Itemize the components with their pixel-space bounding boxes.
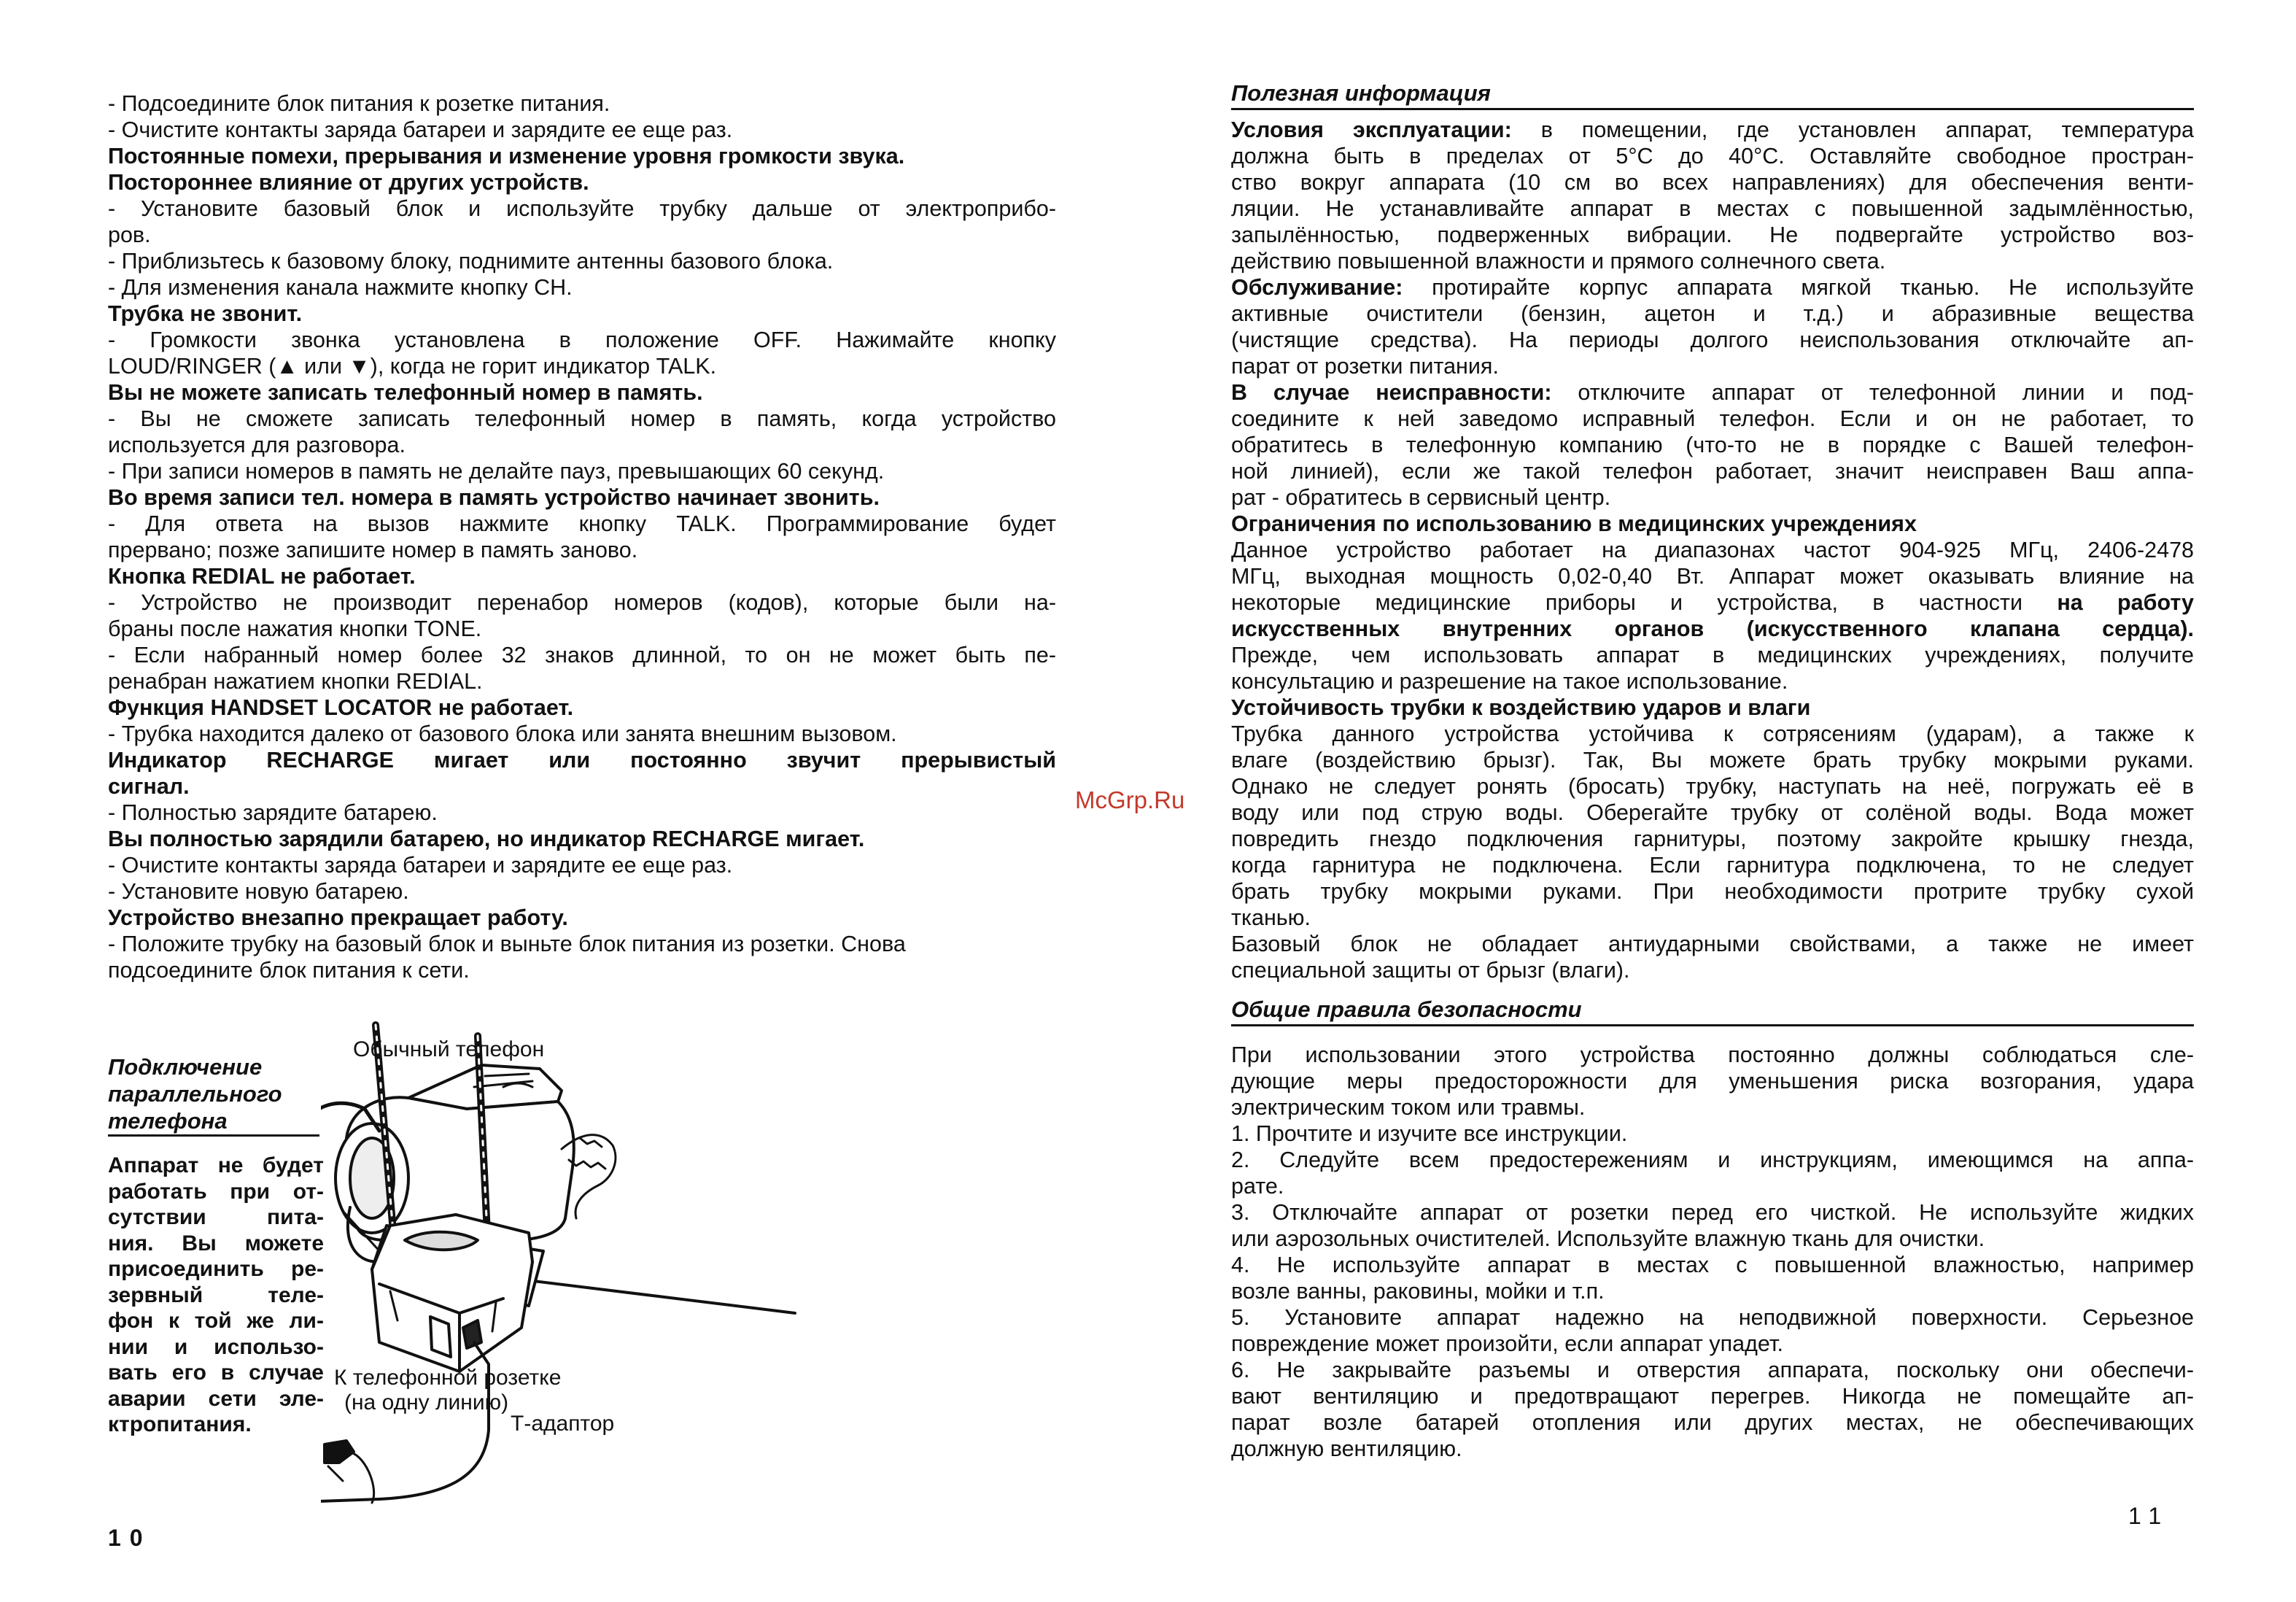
- parallel-text-line: фон к той же ли-: [108, 1309, 324, 1333]
- remedy-line: - Устройство не производит перенабор номеров (кодов), которые были на-: [108, 590, 1056, 615]
- safety-line: 1. Прочтите и изучите все инструкции.: [1231, 1121, 1628, 1146]
- issue-heading: Устройство внезапно прекращает работу.: [108, 905, 568, 930]
- safety-line: 4. Не используйте аппарат в местах с повышенной влажностью, например: [1231, 1253, 2194, 1277]
- info-line: [1231, 694, 2194, 721]
- info-line: [1231, 406, 2194, 432]
- safety-line: дующие меры предосторожности для уменьшения риска возгорания, удара: [1231, 1069, 2194, 1094]
- safety-line: 5. Установите аппарат надежно на неподвижной поверхности. Серьезное: [1231, 1305, 2194, 1330]
- info-line: [1231, 274, 2194, 301]
- info-line: [1231, 196, 2194, 222]
- issue-heading: Вы не можете записать телефонный номер в память.: [108, 380, 703, 405]
- info-text-run: брать трубку мокрыми руками. При необходимости протрите трубку сухой: [1231, 879, 2194, 904]
- info-line: [1231, 931, 2194, 957]
- info-line: [1231, 169, 2194, 196]
- info-text-run: рат - обратитесь в сервисный центр.: [1231, 485, 1611, 510]
- remedy-line: - Подсоедините блок питания к розетке питания.: [108, 91, 610, 116]
- safety-line: или аэрозольных очистителей. Используйте влажную ткань для очистки.: [1231, 1226, 1985, 1251]
- info-text-run: запылённостью, подверженных вибрации. Не подвергайте устройство воз-: [1231, 222, 2194, 247]
- t-adaptor-drawing: [321, 1430, 374, 1503]
- issue-heading: Во время записи тел. номера в память устройство начинает звонить.: [108, 485, 880, 510]
- page-number-right: 11: [2128, 1503, 2171, 1529]
- info-line: [1231, 353, 2194, 379]
- safety-text: [1231, 1042, 2194, 1462]
- parallel-phone-diagram: [321, 1021, 1079, 1536]
- remedy-line: - Громкости звонка установлена в положение OFF. Нажимайте кнопку: [108, 328, 1056, 352]
- info-text-run: Данное устройство работает на диапазонах частот 904-925 МГц, 2406-2478: [1231, 538, 2194, 562]
- info-text-run: влаге (воздействию брызг). Так, Вы можете брать трубку мокрыми руками.: [1231, 748, 2194, 773]
- info-text-run: отключите аппарат от телефонной линии и под-: [1551, 380, 2194, 405]
- info-text-run: в помещении, где установлен аппарат, температура: [1511, 117, 2194, 142]
- safety-line: При использовании этого устройства постоянно должны соблюдаться сле-: [1231, 1042, 2194, 1067]
- parallel-title-line: параллельного: [108, 1081, 282, 1107]
- safety-line: 3. Отключайте аппарат от розетки перед его чисткой. Не используйте жидких: [1231, 1200, 2194, 1225]
- info-line: [1231, 143, 2194, 169]
- info-text-run: когда гарнитура не подключена. Если гарнитура подключена, то не следует: [1231, 853, 2194, 878]
- info-text-run: ство вокруг аппарата (10 см во всех направлениях) для обеспечения венти-: [1231, 170, 2194, 195]
- safety-line: возле ванны, раковины, мойки и т.п.: [1231, 1279, 1605, 1304]
- info-line: [1231, 589, 2194, 616]
- remedy-line: - Установите базовый блок и используйте трубку дальше от электроприбо-: [108, 196, 1056, 221]
- remedy-line: ренабран нажатием кнопки REDIAL.: [108, 669, 483, 694]
- info-text-run: ляции. Не устанавливайте аппарат в местах с повышенной задымлённостью,: [1231, 196, 2194, 221]
- issue-heading: Постороннее влияние от других устройств.: [108, 170, 589, 195]
- issue-heading: сигнал.: [108, 774, 190, 799]
- info-bold-run: на работу: [2057, 590, 2194, 615]
- remedy-line: подсоедините блок питания к сети.: [108, 958, 470, 983]
- info-text-run: Прежде, чем использовать аппарат в медицинских учреждениях, получите: [1231, 643, 2194, 668]
- info-text-run: ной линией), если же такой телефон работает, значит неисправен Ваш аппа-: [1231, 459, 2194, 484]
- info-line: [1231, 458, 2194, 484]
- info-text-run: активные очистители (бензин, ацетон и т.д.) и абразивные вещества: [1231, 301, 2194, 326]
- issue-heading: Функция HANDSET LOCATOR не работает.: [108, 695, 574, 720]
- parallel-text-line: работать при от-: [108, 1179, 324, 1204]
- troubleshooting-text: [108, 90, 1056, 983]
- info-line: [1231, 668, 2194, 694]
- info-line: [1231, 773, 2194, 800]
- info-text-run: тканью.: [1231, 905, 1311, 930]
- issue-heading: Вы полностью зарядили батарею, но индикатор RECHARGE мигает.: [108, 827, 865, 851]
- info-line: [1231, 327, 2194, 353]
- useful-info-text: [1231, 117, 2194, 983]
- info-line: [1231, 222, 2194, 248]
- info-line: [1231, 511, 2194, 537]
- safety-header: Общие правила безопасности: [1231, 997, 2194, 1026]
- info-bold-run: В случае неисправности:: [1231, 380, 1552, 405]
- safety-line: должную вентиляцию.: [1231, 1436, 1462, 1461]
- remedy-line: - Если набранный номер более 32 знаков длинной, то он не может быть пе-: [108, 643, 1056, 668]
- info-line: [1231, 642, 2194, 668]
- parallel-text-line: вать его в случае: [108, 1361, 324, 1385]
- remedy-line: - Трубка находится далеко от базового блока или занята внешним вызовом.: [108, 721, 897, 746]
- info-text-run: парат от розетки питания.: [1231, 354, 1499, 379]
- info-line: [1231, 878, 2194, 905]
- parallel-text-line: присоединить ре-: [108, 1257, 324, 1281]
- safety-line: электрическим током или травмы.: [1231, 1095, 1586, 1120]
- info-text-run: некоторые медицинские приборы и устройства, в частности: [1231, 590, 2058, 615]
- info-line: [1231, 379, 2194, 406]
- info-bold-run: Условия эксплуатации:: [1231, 117, 1512, 142]
- info-text-run: Базовый блок не обладает антиударными свойствами, а также не имеет: [1231, 932, 2194, 956]
- info-bold-run: Ограничения по использованию в медицинских учреждениях: [1231, 511, 1917, 536]
- safety-line: 6. Не закрывайте разъемы и отверстия аппарата, поскольку они обеспечи-: [1231, 1358, 2194, 1382]
- info-text-run: должна быть в пределах от 5°С до 40°С. Оставляйте свободное простран-: [1231, 144, 2194, 169]
- socket-label-line2: (на одну линию): [344, 1390, 509, 1415]
- info-line: [1231, 563, 2194, 589]
- remedy-line: ров.: [108, 222, 151, 247]
- remedy-line: - Очистите контакты заряда батареи и зарядите ее еще раз.: [108, 853, 733, 878]
- remedy-line: - Для изменения канала нажмите кнопку CH.: [108, 275, 573, 300]
- info-line: [1231, 432, 2194, 458]
- info-line: [1231, 248, 2194, 274]
- remedy-line: LOUD/RINGER (▲ или ▼), когда не горит индикатор TALK.: [108, 354, 717, 379]
- parallel-text-line: Аппарат не будет: [108, 1153, 324, 1177]
- info-text-run: (чистящие средства). На периоды долгого неиспользования отключайте ап-: [1231, 328, 2194, 352]
- safety-line: 2. Следуйте всем предостережениям и инструкциям, имеющимся на аппа-: [1231, 1148, 2194, 1172]
- info-line: [1231, 484, 2194, 511]
- right-page: [1148, 0, 2296, 1602]
- remedy-line: - Очистите контакты заряда батареи и зарядите ее еще раз.: [108, 117, 733, 142]
- info-line: [1231, 957, 2194, 983]
- info-text-run: соедините к ней заведомо исправный телефон. Если и он не работает, то: [1231, 406, 2194, 431]
- safety-line: рате.: [1231, 1174, 1284, 1199]
- remedy-line: - Для ответа на вызов нажмите кнопку TALK. Программирование будет: [108, 511, 1056, 536]
- remedy-line: - Вы не сможете записать телефонный номер в память, когда устройство: [108, 406, 1056, 431]
- remedy-line: - Положите трубку на базовый блок и выньте блок питания из розетки. Снова: [108, 932, 906, 956]
- parallel-title-line: телефона: [108, 1108, 228, 1134]
- parallel-phone-text: [108, 1153, 324, 1438]
- parallel-title-line: Подключение: [108, 1054, 263, 1080]
- remedy-line: - Приблизьтесь к базовому блоку, поднимите антенны базового блока.: [108, 249, 834, 274]
- info-text-run: специальной защиты от брызг (влаги).: [1231, 958, 1630, 983]
- info-bold-run: Обслуживание:: [1231, 275, 1403, 300]
- info-line: [1231, 117, 2194, 143]
- safety-line: парат возле батарей отопления или других местах, не обеспечивающих: [1231, 1410, 2194, 1435]
- issue-heading: Трубка не звонит.: [108, 301, 303, 326]
- info-text-run: МГц, выходная мощность 0,02-0,40 Вт. Аппарат может оказывать влияние на: [1231, 564, 2194, 589]
- info-text-run: протирайте корпус аппарата мягкой тканью. Не используйте: [1403, 275, 2194, 300]
- remedy-line: - Полностью зарядите батарею.: [108, 800, 438, 825]
- info-line: [1231, 301, 2194, 327]
- remedy-line: прервано; позже запишите номер в память заново.: [108, 538, 638, 562]
- remedy-line: - Установите новую батарею.: [108, 879, 409, 904]
- parallel-text-line: зервный теле-: [108, 1282, 324, 1307]
- info-bold-run: искусственных внутренних органов (искусственного клапана сердца).: [1231, 616, 2194, 641]
- remedy-line: браны после нажатия кнопки TONE.: [108, 616, 482, 641]
- parallel-text-line: сутствии пита-: [108, 1205, 324, 1229]
- issue-heading: Индикатор RECHARGE мигает или постоянно звучит прерывистый: [108, 748, 1056, 773]
- info-text-run: повредить гнездо подключения гарнитуры, поэтому закройте крышку гнезда,: [1231, 827, 2194, 851]
- parallel-text-line: аварии сети эле-: [108, 1386, 324, 1411]
- info-line: [1231, 852, 2194, 878]
- parallel-text-line: нии и использо-: [108, 1334, 324, 1359]
- info-line: [1231, 905, 2194, 931]
- ordinary-phone-label: Обычный телефон: [353, 1037, 545, 1061]
- info-line: [1231, 721, 2194, 747]
- socket-label-line1: К телефонной розетке: [334, 1366, 562, 1390]
- info-line: [1231, 747, 2194, 773]
- remedy-line: - При записи номеров в память не делайте пауз, превышающих 60 секунд.: [108, 459, 885, 484]
- info-bold-run: Устойчивость трубки к воздействию ударов и влаги: [1231, 695, 1811, 720]
- info-text-run: Трубка данного устройства устойчива к сотрясениям (ударам), а также к: [1231, 721, 2194, 746]
- watermark: McGrp.Ru: [1075, 786, 1185, 813]
- info-line: [1231, 826, 2194, 852]
- parallel-phone-title: [108, 1053, 319, 1137]
- remedy-line: используется для разговора.: [108, 433, 406, 457]
- parallel-text-line: ния. Вы можете: [108, 1231, 324, 1255]
- info-line: [1231, 616, 2194, 642]
- safety-line: вают вентиляцию и предотвращают перегрев. Никогда не помещайте ап-: [1231, 1384, 2194, 1409]
- info-line: [1231, 800, 2194, 826]
- info-line: [1231, 537, 2194, 563]
- page-number-left: 10: [108, 1525, 152, 1551]
- info-text-run: обратитесь в телефонную компанию (что-то не в порядке с Вашей телефон-: [1231, 433, 2194, 457]
- t-adaptor-label: Т-адаптор: [511, 1412, 615, 1436]
- safety-line: повреждение может произойти, если аппарат упадет.: [1231, 1331, 1783, 1356]
- parallel-text-line: ктропитания.: [108, 1412, 252, 1436]
- issue-heading: Кнопка REDIAL не работает.: [108, 564, 416, 589]
- info-text-run: воду или под струю воды. Оберегайте трубку от солёной воды. Вода может: [1231, 800, 2194, 825]
- useful-info-header: Полезная информация: [1231, 80, 2194, 110]
- connection-illustration: [321, 1021, 1079, 1532]
- info-text-run: консультацию и разрешение на такое использование.: [1231, 669, 1788, 694]
- info-text-run: действию повышенной влажности и прямого солнечного света.: [1231, 249, 1886, 274]
- info-text-run: Однако не следует ронять (бросать) трубку, наступать на неё, погружать её в: [1231, 774, 2194, 799]
- issue-heading: Постоянные помехи, прерывания и изменение уровня громкости звука.: [108, 144, 905, 169]
